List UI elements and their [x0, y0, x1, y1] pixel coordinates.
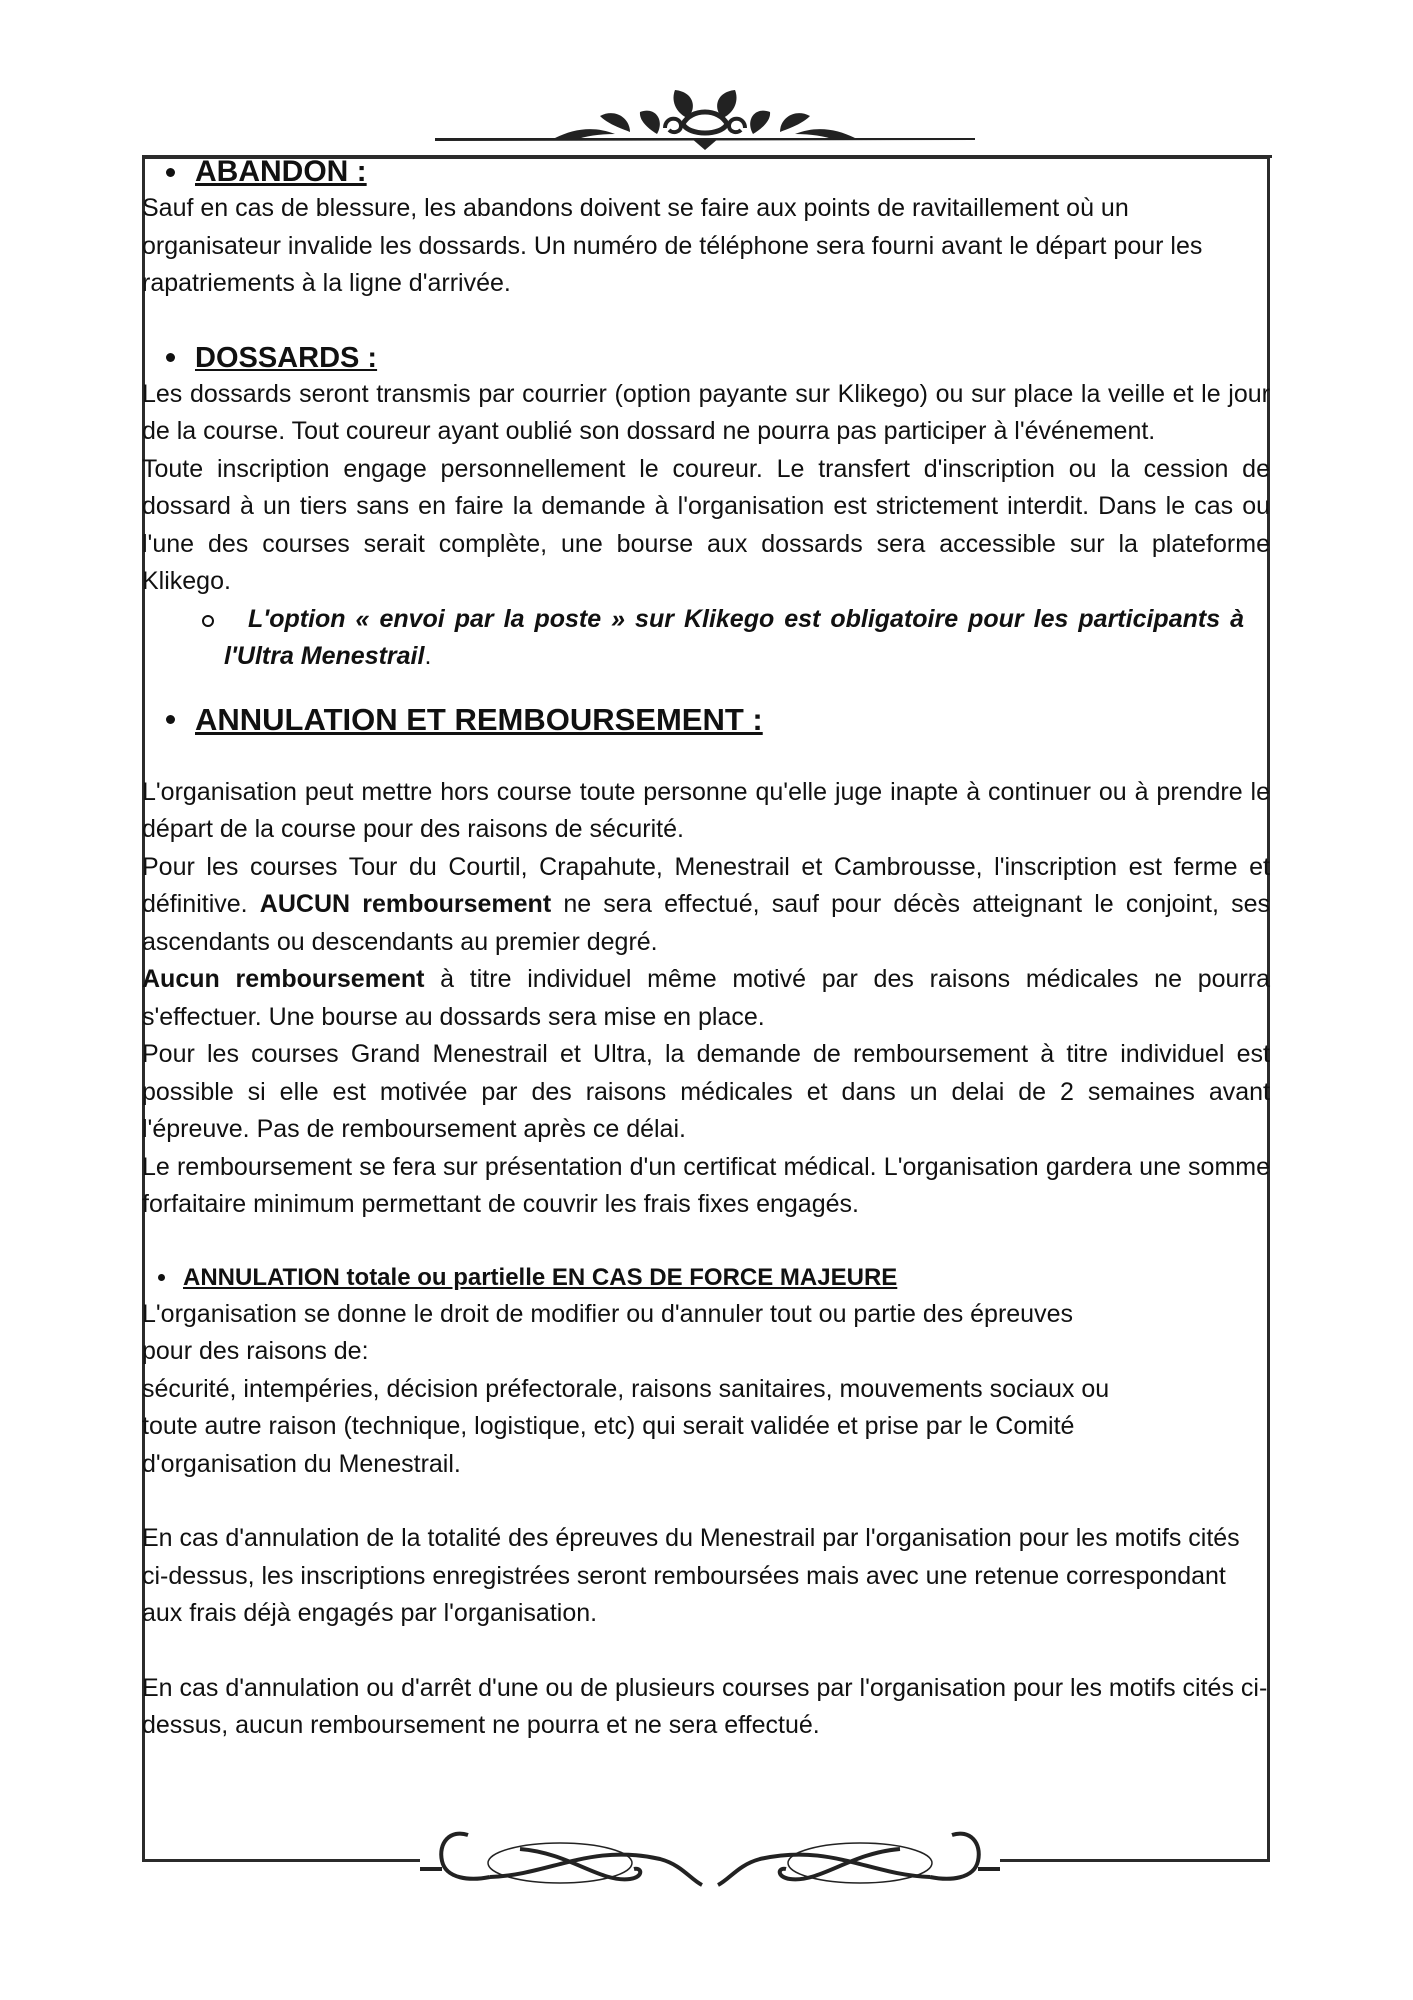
bullet-icon [166, 353, 175, 362]
annulation-p3-text: à titre individuel même motivé par des raisons médicales ne pourra s'effectuer. Une bourse au dossards sera mise en place. [142, 965, 1270, 1031]
force-majeure-line-4: toute autre raison (technique, logistique, etc) qui serait validée et prise par le Comité [142, 1412, 1075, 1440]
dossards-note-text: L'option « envoi par la poste » sur Klikego est obligatoire pour les participants à l'Ultra Menestrail [224, 604, 1244, 670]
heading-annulation [142, 702, 1274, 738]
bullet-icon [166, 168, 175, 177]
swirl-ornament-icon [420, 1823, 1000, 1893]
force-majeure-line-3: sécurité, intempéries, décision préfectorale, raisons sanitaires, mouvements sociaux ou [142, 1374, 1110, 1403]
force-majeure-paragraph-3: En cas d'annulation ou d'arrêt d'une ou de plusieurs courses par l'organisation pour les motifs cités ci-dessus, aucun remboursement ne pourra et ne sera effectué. [142, 1673, 1268, 1739]
dossards-paragraph-1: Les dossards seront transmis par courrier (option payante sur Klikego) ou sur place la veille et le jour de la course. Tout coureur ayant oublié son dossard ne pourra pas participer à l'événement. [142, 379, 1270, 445]
heading-annulation-text: ANNULATION ET REMBOURSEMENT : [195, 701, 763, 737]
annulation-paragraph-2 [142, 849, 1270, 962]
force-majeure-line-5: d'organisation du Menestrail. [142, 1449, 461, 1478]
annulation-p2-b: ne sera effectué, sauf pour décès atteignant le conjoint, ses ascendants ou descendants au premier degré. [142, 890, 1270, 956]
annulation-paragraph-1: L'organisation peut mettre hors course toute personne qu'elle juge inapte à continuer ou à prendre le départ de la course pour des raisons de sécurité. [142, 777, 1270, 843]
annulation-paragraph-5: Le remboursement se fera sur présentation d'un certificat médical. L'organisation gardera une somme forfaitaire minimum permettant de couvrir les frais fixes engagés. [142, 1152, 1270, 1218]
document-body [142, 154, 1274, 1745]
floral-ornament-icon [425, 88, 985, 154]
bullet-icon [166, 715, 175, 724]
heading-force-majeure-text: ANNULATION totale ou partielle EN CAS DE FORCE MAJEURE [183, 1263, 898, 1291]
dossards-paragraph-2: Toute inscription engage personnellement le coureur. Le transfert d'inscription ou la cession de dossard à un tiers sans en faire la demande à l'organisation est strictement interdit. Dans le cas ou l'une des courses serait complète, une bourse aux dossards sera accessible sur la plateforme Klikego. [142, 454, 1270, 595]
annulation-p2-a: Pour les courses Tour du Courtil, Crapahute, Menestrail et Cambrousse, l'inscription est ferme et définitive. [142, 852, 1270, 918]
heading-abandon [142, 154, 1274, 190]
dossards-note [142, 601, 1274, 676]
annulation-paragraph-3 [142, 961, 1270, 1036]
abandon-paragraph: Sauf en cas de blessure, les abandons doivent se faire aux points de ravitaillement où un organisateur invalide les dossards. Un numéro de téléphone sera fourni avant le départ pour les rapatriements à la ligne d'arrivée. [142, 194, 1203, 297]
dossards-note-period: . [424, 642, 432, 670]
bullet-icon [158, 1274, 165, 1281]
force-majeure-paragraph-2: En cas d'annulation de la totalité des épreuves du Menestrail par l'organisation pour les motifs cités ci-dessus, les inscriptions enregistrées seront remboursées mais avec une retenue correspondant aux frais déjà engagés par l'organisation. [142, 1524, 1240, 1627]
circle-bullet-icon [202, 615, 214, 627]
heading-dossards [142, 340, 1274, 376]
force-majeure-line-1: L'organisation se donne le droit de modifier ou d'annuler tout ou partie des épreuves [142, 1299, 1073, 1328]
heading-abandon-text: ABANDON : [195, 155, 367, 188]
heading-dossards-text: DOSSARDS : [195, 341, 378, 374]
annulation-paragraph-4: Pour les courses Grand Menestrail et Ultra, la demande de remboursement à titre individuel est possible si elle est motivée par des raisons médicales et dans un delai de 2 semaines avant l'épreuve. Pas de remboursement après ce délai. [142, 1040, 1270, 1143]
force-majeure-line-2: pour des raisons de: [142, 1337, 369, 1365]
heading-force-majeure [142, 1260, 1274, 1296]
annulation-p2-bold: AUCUN remboursement [259, 890, 552, 918]
annulation-p3-bold: Aucun remboursement [142, 965, 425, 993]
